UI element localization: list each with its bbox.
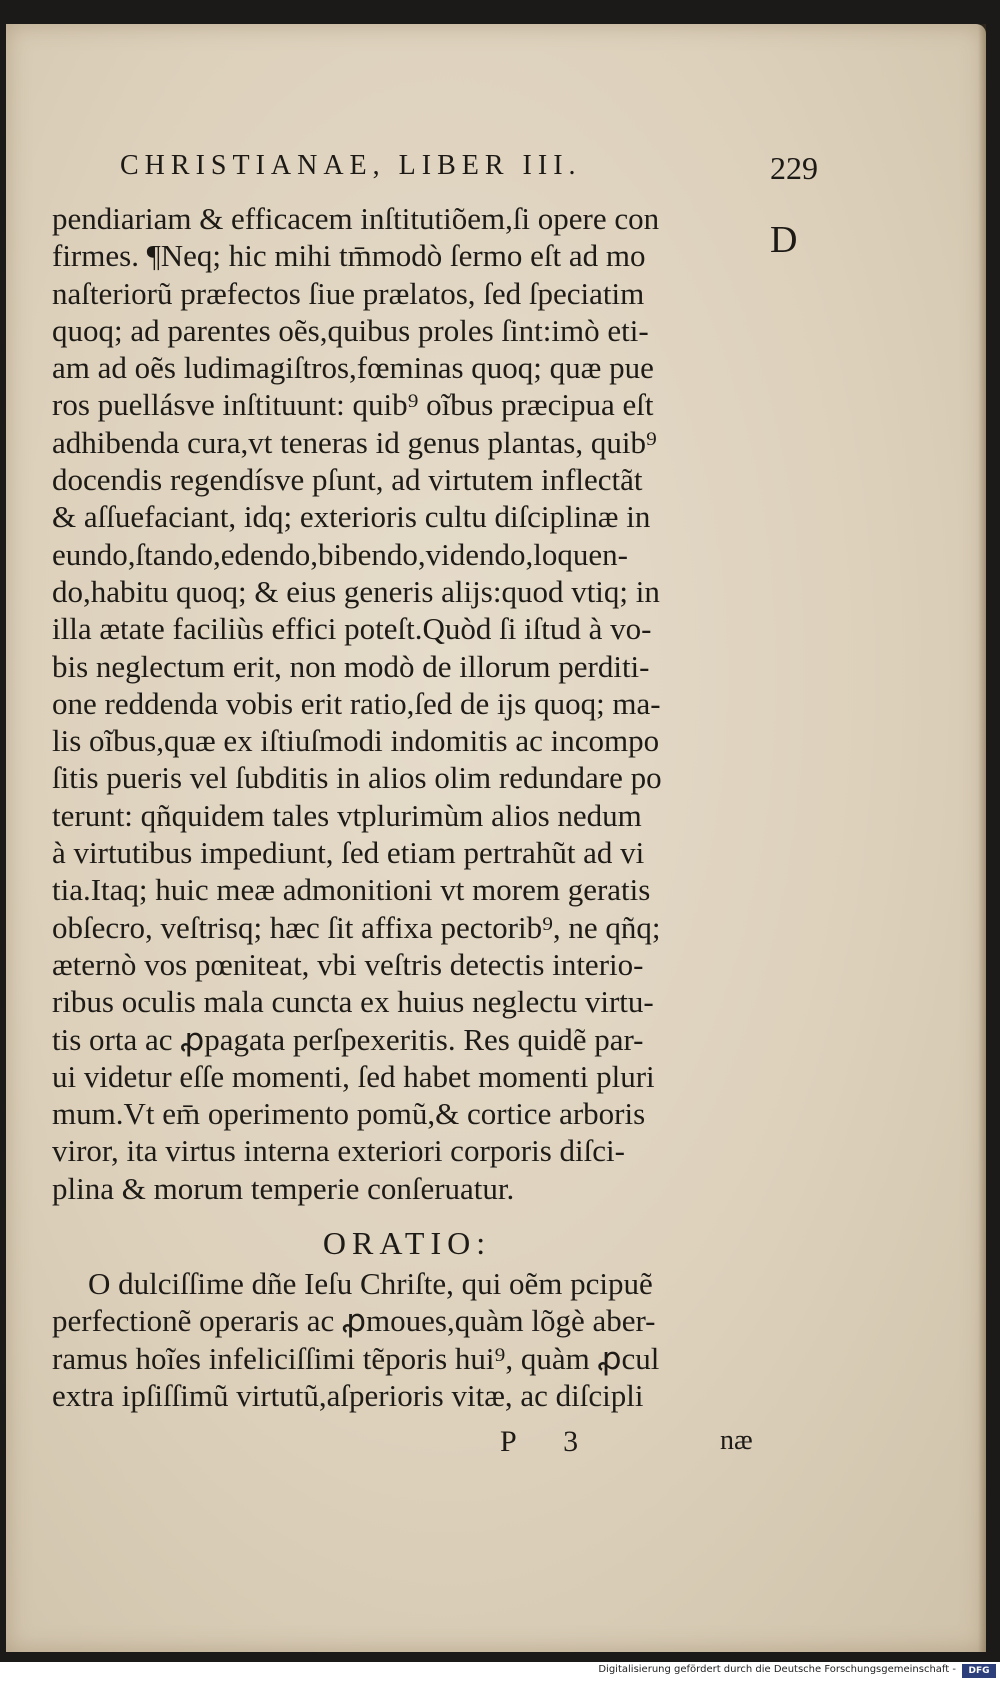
text-line: mum.Vt em̄ operimento pomũ,& cortice arboris xyxy=(52,1096,646,1132)
text-line: ribus oculis mala cuncta ex huius neglectu virtu- xyxy=(52,984,654,1020)
text-line: one reddenda vobis erit ratio,ſed de ijs quoq; ma- xyxy=(52,685,661,721)
text-line: ramus hoĩes infeliciſſimi tẽporis hui⁹, quàm ꝓcul xyxy=(52,1340,660,1376)
text-line: extra ipſiſſimũ virtutũ,aſperioris vitæ, ac diſcipli xyxy=(52,1377,644,1413)
section-heading: ORATIO: xyxy=(322,1225,492,1261)
text-line: pendiariam & efficacem inſtitutiõem,ſi opere con xyxy=(52,201,660,236)
running-head: CHRISTIANAE, LIBER III. xyxy=(120,150,582,181)
text-line: viror, ita virtus interna exteriori corporis diſci- xyxy=(52,1133,625,1169)
text-line: tia.Itaq; huic meæ admonitioni vt morem geratis xyxy=(52,872,651,908)
signature-mark: P 3 xyxy=(500,1425,579,1458)
text-line: lis oĩbus,quæ ex iſtiuſmodi indomitis ac incompo xyxy=(52,723,660,759)
text-line: ſitis pueris vel ſubditis in alios olim redundare po xyxy=(52,760,662,796)
text-line: firmes. ¶Neq; hic mihi tm̄modò ſermo eſt ad mo xyxy=(52,238,646,274)
text-line: adhibenda cura,vt teneras id genus plantas, quib⁹ xyxy=(52,424,657,460)
page-edge xyxy=(978,24,986,1652)
text-line: do,habitu quoq; & eius generis alijs:quod vtiq; in xyxy=(52,573,660,609)
text-line: O dulciſſime dñe Ieſu Chriſte, qui oẽm pcipuẽ xyxy=(88,1266,653,1301)
prayer-text xyxy=(52,1265,762,1414)
text-line: ros puellásve inſtituunt: quib⁹ oĩbus præcipua eſt xyxy=(52,387,654,423)
body-text xyxy=(52,200,762,1207)
text-line: plina & morum temperie conſeruatur. xyxy=(52,1170,515,1206)
footer-credit: Digitalisierung gefördert durch die Deutsche Forschungsgemeinschaft - xyxy=(598,1664,956,1675)
text-line: terunt: qñquidem tales vtplurimùm alios nedum xyxy=(52,797,642,833)
text-line: am ad oẽs ludimagiſtros,fœminas quoq; quæ pue xyxy=(52,350,654,386)
text-line: ui videtur eſſe momenti, ſed habet momenti pluri xyxy=(52,1058,655,1094)
marginal-letter: D xyxy=(770,219,798,261)
text-line: illa ætate faciliùs effici poteſt.Quòd ſi iſtud à vo- xyxy=(52,611,652,647)
text-line: docendis regendísve pſunt, ad virtutem inflectãt xyxy=(52,462,643,498)
text-line: perfectionẽ operaris ac ꝓmoues,quàm lõgè aber- xyxy=(52,1303,656,1339)
text-line: naſteriorũ præfectos ſiue prælatos, ſed ſpeciatim xyxy=(52,275,645,311)
text-line: à virtutibus impediunt, ſed etiam pertrahũt ad vi xyxy=(52,835,645,871)
text-line: tis orta ac ꝓpagata perſpexeritis. Res quidẽ par- xyxy=(52,1021,644,1057)
text-line: æternò vos pœniteat, vbi veſtris detectis interio- xyxy=(52,946,644,982)
text-line: obſecro, veſtrisq; hæc ſit affixa pectorib⁹, ne qñq; xyxy=(52,909,661,945)
page-number: 229 xyxy=(770,150,818,186)
catchword: næ xyxy=(720,1425,753,1456)
text-line: & aſſuefaciant, idq; exterioris cultu diſciplinæ in xyxy=(52,499,651,535)
text-line: eundo,ſtando,edendo,bibendo,videndo,loquen- xyxy=(52,536,628,572)
dfg-logo: DFG xyxy=(962,1664,996,1678)
text-line: bis neglectum erit, non modò de illorum perditi- xyxy=(52,648,650,684)
text-line: quoq; ad parentes oẽs,quibus proles ſint:imò eti- xyxy=(52,312,649,348)
